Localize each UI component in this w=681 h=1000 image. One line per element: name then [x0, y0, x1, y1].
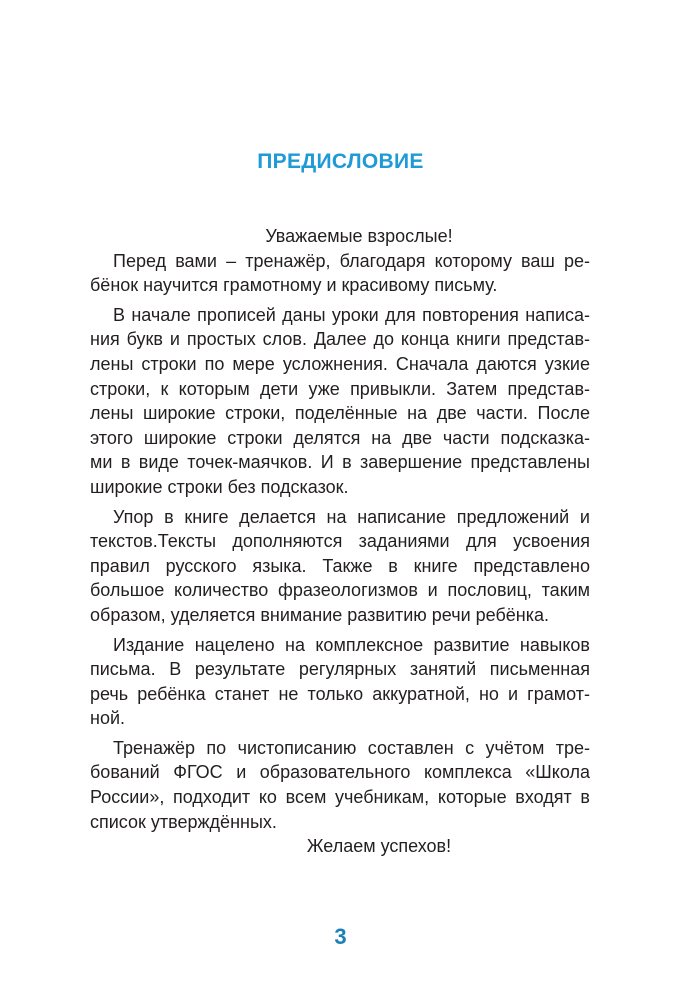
text-line: бёнок научится грамотному и красивому письму.: [90, 275, 498, 296]
page-number: 3: [334, 924, 347, 949]
text-line: Издание нацелено на комплексное развитие навыков: [113, 634, 590, 655]
text-line: большое количество фразеологизмов и пословиц, таким: [90, 580, 590, 601]
page-title: ПРЕДИСЛОВИЕ: [257, 150, 424, 173]
text-line: этого широкие строки делятся на две части подсказка-: [90, 427, 590, 448]
closing: Желаем успехов!: [306, 836, 452, 857]
text-line: России», подходит ко всем учебникам, которые входят в: [90, 787, 590, 808]
text-line: лены строки по мере усложнения. Сначала даются узкие: [90, 353, 590, 374]
text-line: ния букв и простых слов. Далее до конца книги представ-: [90, 329, 590, 350]
text-line: лены широкие строки, поделённые на две части. После: [90, 403, 590, 424]
text-line: речь ребёнка станет не только аккуратной, но и грамот-: [90, 683, 590, 704]
text-line: правил русского языка. Также в книге представлено: [90, 555, 590, 576]
text-line: текстов.Тексты дополняются заданиями для усвоения: [90, 531, 590, 552]
text-line: образом, уделяется внимание развитию речи ребёнка.: [90, 604, 550, 625]
text-line: бований ФГОС и образовательного комплекса «Школа: [90, 762, 590, 783]
salutation: Уважаемые взрослые!: [265, 226, 453, 246]
text-line: список утверждённых.: [90, 811, 277, 832]
text-line: Тренажёр по чистописанию составлен с учётом тре-: [113, 737, 590, 758]
paragraph-1: [90, 249, 590, 298]
paragraph-2: [90, 303, 590, 500]
text-line: В начале прописей даны уроки для повторения написа-: [113, 304, 590, 325]
text-line: ной.: [90, 708, 126, 729]
paragraph-4: [90, 633, 590, 731]
paragraph-3: [90, 505, 590, 628]
text-line: Упор в книге делается на написание предложений и: [113, 506, 590, 527]
text-line: строки, к которым дети уже привыкли. Затем представ-: [90, 378, 590, 399]
text-line: Перед вами – тренажёр, благодаря которому ваш ре-: [113, 250, 590, 271]
text-line: ми в виде точек-маячков. И в завершение представлены: [90, 452, 590, 473]
paragraph-5: [90, 736, 590, 834]
text-line: широкие строки без подсказок.: [90, 476, 349, 497]
preface-body: [90, 224, 590, 859]
text-line: письма. В результате регулярных занятий письменная: [90, 659, 590, 680]
